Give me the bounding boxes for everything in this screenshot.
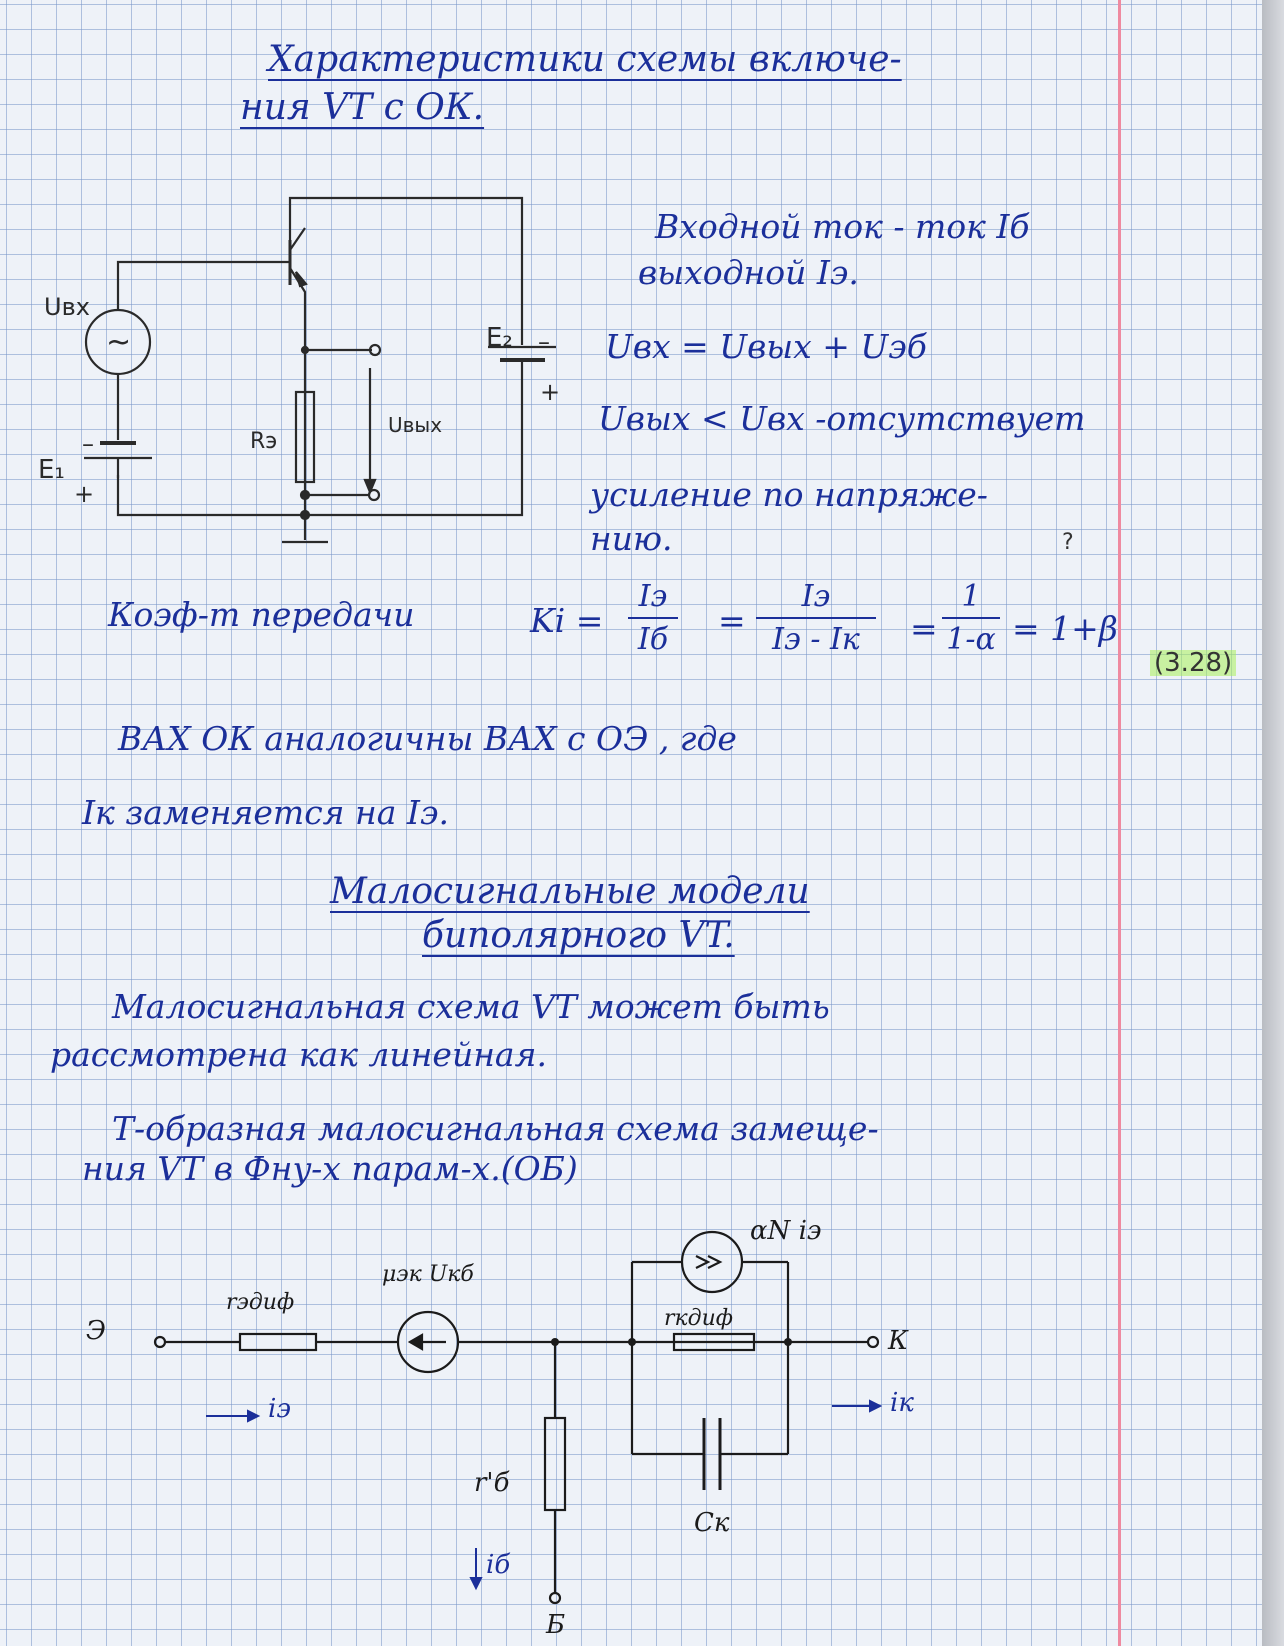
re-dif-label: rэдиф: [226, 1290, 295, 1315]
ck-label: Cк: [694, 1508, 730, 1538]
equals-sign-1: =: [718, 601, 746, 640]
note-gain-line: усиление по напряже-: [590, 475, 988, 514]
vax-line2: Iк заменяется на Iэ.: [82, 793, 449, 832]
mu-source-label: μэк Uкб: [382, 1262, 474, 1287]
u-out-label: Uвых: [388, 413, 443, 437]
one-plus-beta: = 1+β: [1012, 609, 1118, 648]
section-title-line1: Характеристики схемы включе-: [268, 39, 902, 80]
current-source-alpha: [682, 1232, 742, 1292]
equation-number: (3.28): [1150, 650, 1236, 676]
e1-minus: –: [82, 430, 94, 458]
e1-plus: +: [74, 480, 95, 508]
re-label: Rэ: [250, 429, 278, 454]
paragraph-2-line2: ния VT в Фнy-х парам-х.(ОБ): [82, 1149, 578, 1188]
resistor-re-dif: [240, 1334, 316, 1350]
section-title-2-line2: биполярного VT.: [422, 915, 735, 956]
node-e-label: Э: [86, 1316, 106, 1346]
equation-u-out-compare: Uвых < Uвх -отсутствует: [598, 399, 1086, 438]
fraction-3-numerator: 1: [961, 579, 981, 614]
note-output-current: выходной Iэ.: [638, 253, 859, 292]
terminal-collector: [868, 1337, 878, 1347]
equals-sign-2: =: [910, 609, 938, 648]
section-title-2-line1: Малосигнальные модели: [330, 871, 810, 912]
e2-plus: +: [540, 378, 561, 406]
alpha-source-label: αN iэ: [750, 1216, 822, 1246]
e2-label: E₂: [486, 323, 513, 353]
paragraph-1-line1: Малосигнальная схема VT может быть: [112, 987, 830, 1026]
fraction-1-denominator: Iб: [637, 622, 669, 657]
ie-label: iэ: [268, 1394, 291, 1424]
terminal-base: [550, 1593, 560, 1603]
fraction-2-denominator: Iэ - Iк: [772, 622, 860, 657]
node-k-label: К: [888, 1326, 909, 1356]
node-b-label: Б: [546, 1610, 566, 1640]
u-in-label: Uвх: [44, 293, 90, 321]
rk-dif-label: rкдиф: [664, 1306, 733, 1331]
fraction-1-numerator: Iэ: [638, 579, 668, 614]
vax-line1: ВАХ ОК аналогичны ВАХ с ОЭ , где: [118, 719, 737, 758]
fraction-3-denominator: 1-α: [946, 622, 996, 657]
ib-label: iб: [486, 1550, 511, 1580]
note-input-current: Входной ток - ток Iб: [655, 207, 1030, 246]
transfer-coef-label: Коэф-т передачи: [108, 595, 415, 634]
terminal-emitter: [155, 1337, 165, 1347]
rb-label: r'б: [474, 1468, 510, 1498]
note-gain-line2: нию.: [590, 519, 673, 558]
ki-symbol: Ki =: [530, 601, 604, 640]
e2-minus: –: [538, 328, 550, 356]
resistor-rb: [545, 1418, 565, 1510]
equation-u-in: Uвх = Uвых + Uэб: [605, 327, 927, 366]
paragraph-2-line1: Т-образная малосигнальная схема замеще-: [112, 1109, 879, 1148]
e1-label: E₁: [38, 455, 65, 485]
section-title-line2: ния VT с ОК.: [240, 87, 485, 128]
ac-source-label: ~: [106, 325, 132, 360]
question-mark: ?: [1062, 530, 1074, 555]
paragraph-1-line2: рассмотрена как линейная.: [50, 1035, 547, 1074]
ik-label: iк: [890, 1388, 914, 1418]
fraction-2-numerator: Iэ: [801, 579, 831, 614]
